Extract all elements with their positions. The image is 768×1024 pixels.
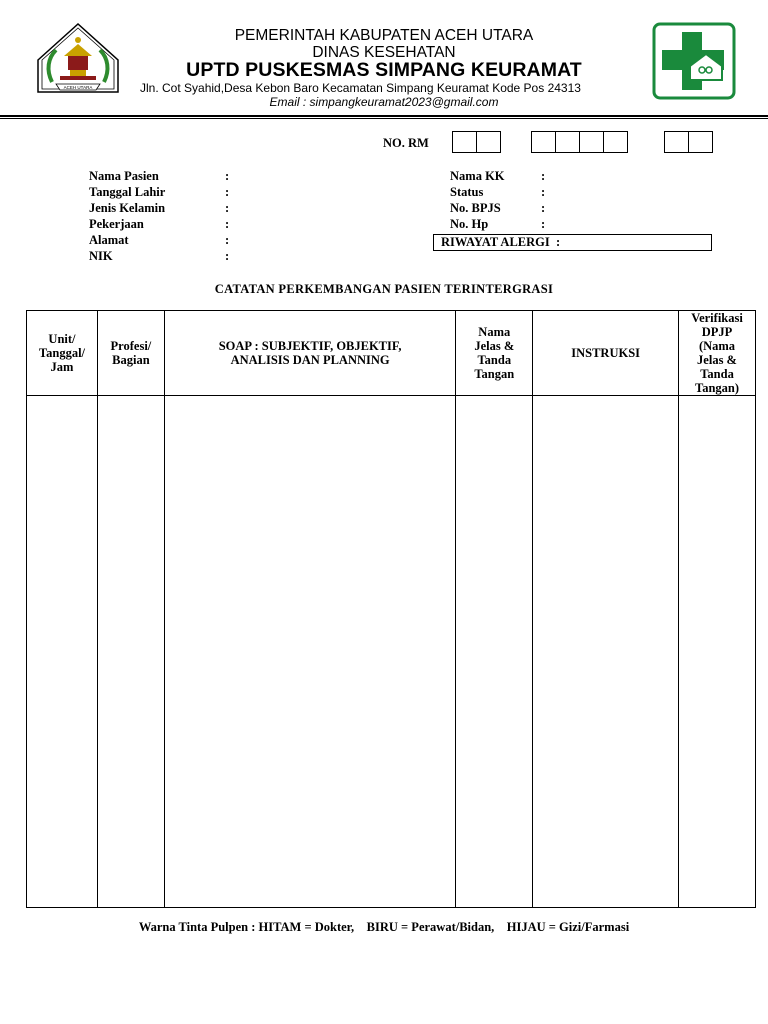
header-line: DPJP (701, 325, 733, 339)
bpjs-colon: : (541, 201, 546, 215)
address-label: Alamat (89, 233, 129, 247)
header-line: SOAP : SUBJEKTIF, OBJEKTIF, (218, 339, 402, 353)
record-digit-box[interactable] (476, 131, 501, 153)
gender-label: Jenis Kelamin (89, 201, 166, 215)
address-colon: : (225, 233, 230, 247)
col-soap-header (164, 311, 455, 396)
header-line: INSTRUKSI (571, 346, 641, 360)
record-digit-box[interactable] (688, 131, 713, 153)
record-digit-box[interactable] (603, 131, 628, 153)
status-label: Status (450, 185, 484, 199)
cell-soap[interactable] (164, 396, 455, 908)
cell-name-signature[interactable] (456, 396, 533, 908)
table-header-row (27, 311, 756, 396)
record-number-group-1 (452, 131, 501, 153)
phone-colon: : (541, 217, 546, 231)
occupation-label: Pekerjaan (89, 217, 144, 231)
department-title: DINAS KESEHATAN (312, 44, 456, 61)
allergy-label: RIWAYAT ALERGI : (441, 235, 561, 249)
cell-profession[interactable] (97, 396, 164, 908)
header-divider-thin (0, 118, 768, 119)
table-row (27, 396, 756, 908)
col-instruction-header (533, 311, 679, 396)
progress-notes-table (26, 310, 756, 908)
header-line: Bagian (112, 353, 150, 367)
header-line: Tanda (477, 353, 512, 367)
birth-date-label: Tanggal Lahir (89, 185, 166, 199)
patient-name-colon: : (225, 169, 230, 183)
header-line: Jelas & (474, 339, 515, 353)
col-unit-date-time-header (27, 311, 98, 396)
record-digit-box[interactable] (531, 131, 556, 153)
gender-colon: : (225, 201, 230, 215)
record-digit-box[interactable] (452, 131, 477, 153)
clinic-email: Email : simpangkeuramat2023@gmail.com (269, 95, 499, 109)
header-line: Verifikasi (691, 311, 743, 325)
header-line: Unit/ (48, 332, 76, 346)
family-head-label: Nama KK (450, 169, 505, 183)
section-title: CATATAN PERKEMBANGAN PASIEN TERINTERGRASI (214, 282, 554, 296)
header-line: (Nama (698, 339, 736, 353)
ink-color-note: Warna Tinta Pulpen : HITAM = Dokter, BIRU = Perawat/Bidan, HIJAU = Gizi/Farmasi (138, 920, 630, 934)
cell-verification[interactable] (679, 396, 756, 908)
header-line: Jelas & (697, 353, 737, 367)
record-digit-box[interactable] (579, 131, 604, 153)
phone-label: No. Hp (450, 217, 489, 231)
header-line: Jam (50, 360, 74, 374)
record-number-group-3 (664, 131, 713, 153)
header-line: Tangan) (695, 381, 740, 395)
header-line: Tanda (700, 367, 734, 381)
header-line: Tanggal/ (38, 346, 86, 360)
header-line: Profesi/ (110, 339, 152, 353)
patient-name-label: Nama Pasien (89, 169, 159, 183)
record-digit-box[interactable] (664, 131, 689, 153)
clinic-address: Jln. Cot Syahid,Desa Kebon Baro Kecamatan Simpang Keuramat Kode Pos 24313 (140, 81, 581, 95)
header-line: ANALISIS DAN PLANNING (230, 353, 390, 367)
col-name-signature-header (456, 311, 533, 396)
logo-ribbon-text: ACEH UTARA (63, 85, 93, 90)
status-colon: : (541, 185, 546, 199)
cell-unit-date-time[interactable] (27, 396, 98, 908)
bpjs-label: No. BPJS (450, 201, 501, 215)
cell-instruction[interactable] (533, 396, 679, 908)
nik-label: NIK (89, 249, 113, 263)
gov-title: PEMERINTAH KABUPATEN ACEH UTARA (234, 27, 534, 44)
header-line: Nama (478, 325, 511, 339)
birth-date-colon: : (225, 185, 230, 199)
nik-colon: : (225, 249, 230, 263)
record-number-group-2 (531, 131, 628, 153)
header-divider (0, 115, 768, 117)
occupation-colon: : (225, 217, 230, 231)
record-digit-box[interactable] (555, 131, 580, 153)
col-verification-header (679, 311, 756, 396)
record-number-label: NO. RM (383, 136, 429, 150)
clinic-title: UPTD PUSKESMAS SIMPANG KEURAMAT (186, 59, 582, 81)
header-line: Tangan (474, 367, 515, 381)
family-head-colon: : (541, 169, 546, 183)
col-profession-header (97, 311, 164, 396)
